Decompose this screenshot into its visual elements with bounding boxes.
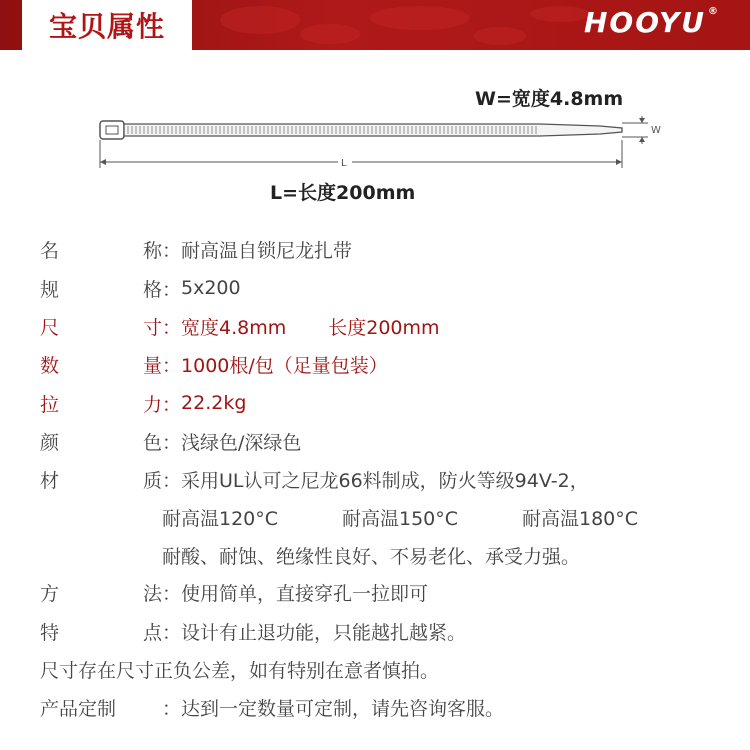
spec-row-model: 规 格 ： 5x200 [40, 273, 241, 303]
material-temp-180: 耐高温180°C [522, 508, 639, 530]
spec-row-feature: 特 点 ： 设计有止退功能，只能越扎越紧。 [40, 616, 466, 646]
spec-value-material: 采用UL认可之尼龙66料制成，防火等级94V-2， [181, 469, 589, 492]
cable-tie-diagram [0, 60, 750, 210]
spec-value-size-width: 宽度4.8mm [181, 316, 287, 339]
spec-label-name: 名 称 [40, 239, 162, 262]
material-features: 耐酸、耐蚀、绝缘性良好、不易老化、承受力强。 [162, 546, 581, 568]
spec-label-tension: 拉 力 [40, 393, 162, 416]
spec-row-tension: 拉 力 ： 22.2kg [40, 388, 246, 418]
length-dimension-text: L=长度200mm [270, 182, 416, 204]
width-marker-label: W [651, 125, 661, 136]
width-dimension-text: W=宽度4.8mm [475, 88, 624, 110]
registered-mark: ® [708, 6, 720, 17]
material-temp-120: 耐高温120°C [162, 508, 279, 530]
spec-value-custom: 达到一定数量可定制，请先咨询客服。 [181, 697, 505, 720]
spec-row-tolerance [40, 654, 439, 684]
spec-value-color: 浅绿色/深绿色 [181, 431, 302, 454]
spec-row-custom: 产品定制 ： 达到一定数量可定制，请先咨询客服。 [40, 692, 504, 722]
spec-value-method: 使用简单，直接穿孔一拉即可 [181, 582, 429, 605]
length-marker-label: L [341, 158, 347, 169]
spec-label-model: 规 格 [40, 278, 162, 301]
spec-row-size: 尺 寸 ： 宽度4.8mm 长度200mm [40, 311, 440, 341]
spec-value-quantity: 1000根/包（足量包装） [181, 354, 388, 377]
spec-value-feature: 设计有止退功能，只能越扎越紧。 [181, 621, 467, 644]
spec-label-feature: 特 点 [40, 621, 162, 644]
spec-row-material: 材 质 ： 采用UL认可之尼龙66料制成，防火等级94V-2， [40, 464, 589, 494]
brand-logo-text: HOOYU [583, 6, 706, 39]
spec-label-method: 方 法 [40, 582, 162, 605]
tie-head-slot [106, 126, 118, 134]
header-title-box [22, 0, 192, 50]
tie-head [100, 121, 124, 139]
spec-value-size-length: 长度200mm [328, 316, 440, 339]
header-title: 宝贝属性 [48, 10, 165, 43]
spec-label-material: 材 质 [40, 469, 162, 492]
material-temp-150: 耐高温150°C [342, 508, 459, 530]
tolerance-note: 尺寸存在尺寸正负公差，如有特别在意者慎拍。 [40, 659, 440, 682]
spec-row-method: 方 法 ： 使用简单，直接穿孔一拉即可 [40, 577, 428, 607]
spec-value-name: 耐高温自锁尼龙扎带 [181, 239, 353, 262]
spec-label-size: 尺 寸 [40, 316, 162, 339]
spec-value-tension: 22.2kg [181, 392, 247, 414]
spec-label-quantity: 数 量 [40, 354, 162, 377]
header-banner [0, 0, 750, 50]
spec-label-color: 颜 色 [40, 431, 162, 454]
spec-value-model: 5x200 [181, 277, 241, 299]
spec-row-quantity: 数 量 ： 1000根/包（足量包装） [40, 349, 388, 379]
spec-row-color: 颜 色 ： 浅绿色/深绿色 [40, 426, 301, 456]
brand-logo [584, 6, 720, 39]
spec-label-custom: 产品定制 [40, 697, 117, 720]
tie-strap [124, 124, 622, 136]
spec-row-name: 名 称 ： 耐高温自锁尼龙扎带 [40, 234, 352, 264]
